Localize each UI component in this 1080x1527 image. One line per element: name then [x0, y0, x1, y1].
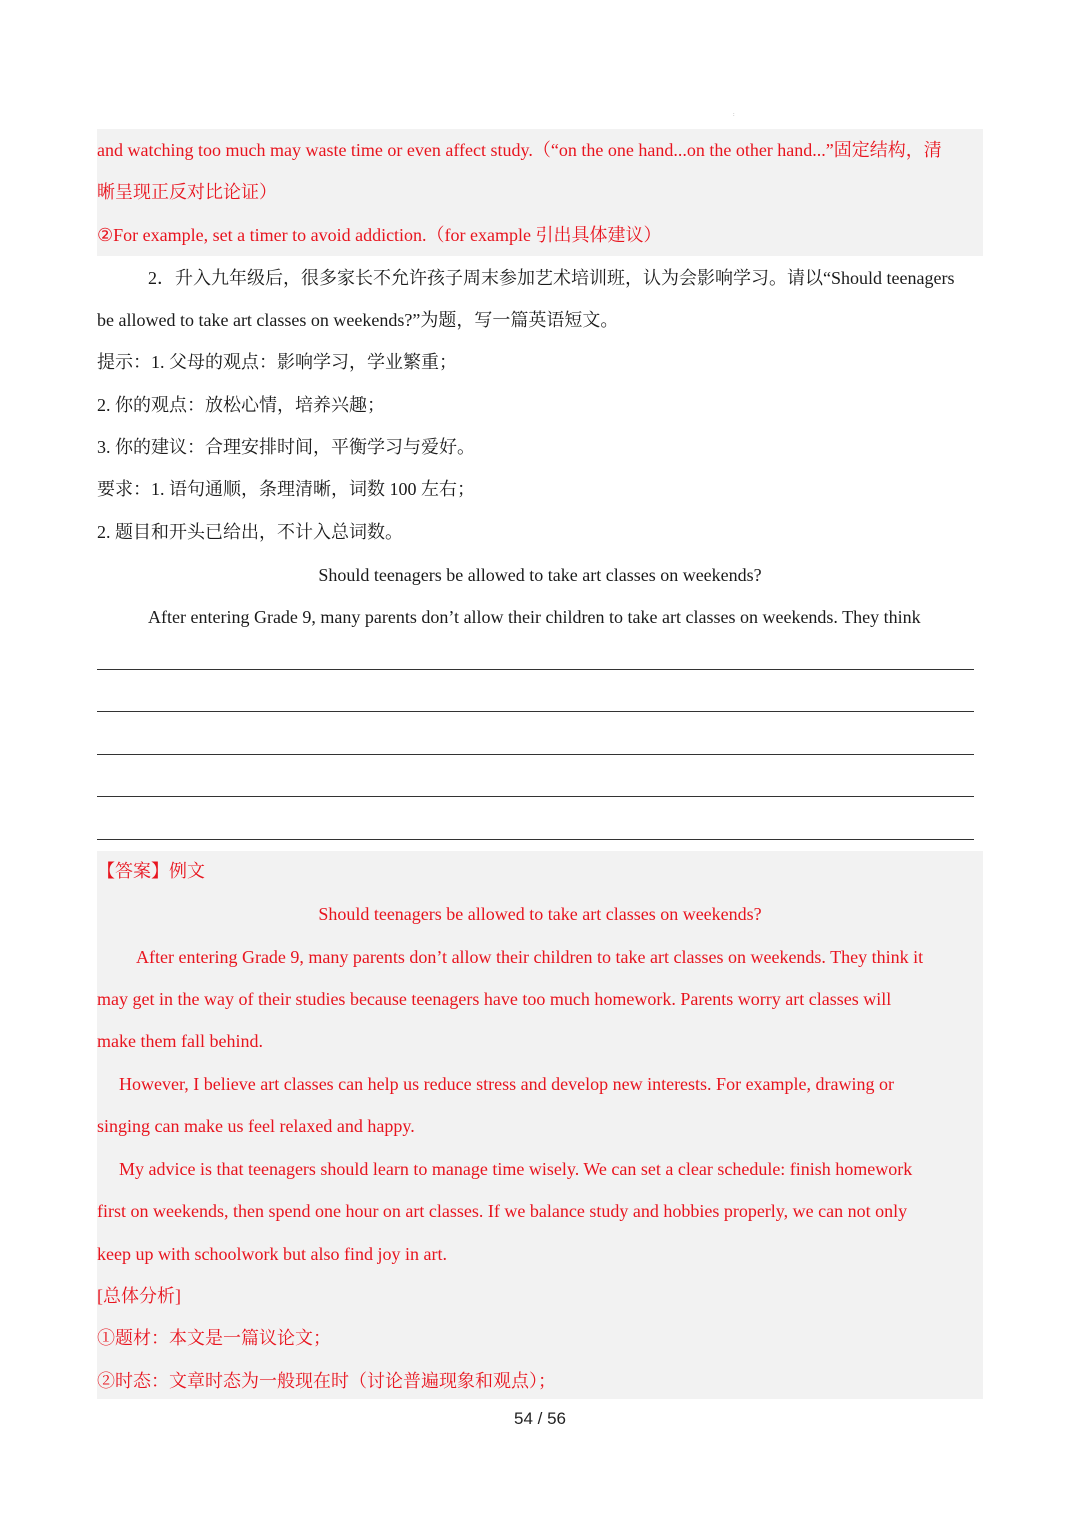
analysis-item: ①题材：本文是一篇议论文； [97, 1328, 331, 1348]
question-requirement: 要求：1. 语句通顺，条理清晰，词数 100 左右； [97, 479, 475, 499]
answer-title: Should teenagers be allowed to take art classes on weekends? [318, 904, 762, 924]
page-number: 54 / 56 [514, 1409, 566, 1428]
analysis-line: 晰呈现正反对比论证） [97, 182, 277, 202]
question-text: be allowed to take art classes on weekends?”为题，写一篇英语短文。 [97, 310, 619, 330]
question-requirement: 2. 题目和开头已给出，不计入总词数。 [97, 522, 403, 542]
question-tip: 3. 你的建议：合理安排时间，平衡学习与爱好。 [97, 437, 475, 457]
question-text: 2．升入九年级后，很多家长不允许孩子周末参加艺术培训班，认为会影响学习。请以“Should teenagers [148, 268, 955, 288]
essay-title: Should teenagers be allowed to take art classes on weekends? [318, 565, 762, 585]
analysis-line: and watching too much may waste time or even affect study.（“on the one hand...on the other hand...”固定结构，清 [97, 140, 942, 160]
answer-paragraph: My advice is that teenagers should learn to manage time wisely. We can set a clear schedule: finish homework [119, 1159, 913, 1179]
answer-header: 【答案】例文 [97, 861, 205, 881]
analysis-item: ②时态：文章时态为一般现在时（讨论普遍现象和观点）； [97, 1371, 556, 1391]
answer-paragraph: After entering Grade 9, many parents don’t allow their children to take art classes on weekends. They think it [136, 947, 924, 967]
answer-paragraph: first on weekends, then spend one hour on art classes. If we balance study and hobbies properly, we can not only [97, 1201, 908, 1221]
answer-paragraph: However, I believe art classes can help us reduce stress and develop new interests. For example, drawing or [119, 1074, 895, 1094]
writing-line [97, 754, 974, 755]
writing-line [97, 839, 974, 840]
answer-paragraph: singing can make us feel relaxed and happy. [97, 1116, 415, 1136]
answer-paragraph: make them fall behind. [97, 1031, 263, 1051]
question-tip: 2. 你的观点：放松心情，培养兴趣； [97, 395, 385, 415]
writing-line [97, 711, 974, 712]
writing-line [97, 669, 974, 670]
answer-paragraph: keep up with schoolwork but also find joy in art. [97, 1244, 447, 1264]
answer-paragraph: may get in the way of their studies because teenagers have too much homework. Parents worry art classes will [97, 989, 892, 1009]
page-mark: : [733, 112, 735, 118]
question-tip: 提示：1. 父母的观点：影响学习，学业繁重； [97, 352, 457, 372]
writing-line [97, 796, 974, 797]
essay-opening: After entering Grade 9, many parents don’t allow their children to take art classes on weekends. They think [148, 607, 921, 627]
analysis-header: [总体分析] [97, 1286, 181, 1306]
analysis-line: ②For example, set a timer to avoid addiction.（for example 引出具体建议） [97, 225, 662, 245]
